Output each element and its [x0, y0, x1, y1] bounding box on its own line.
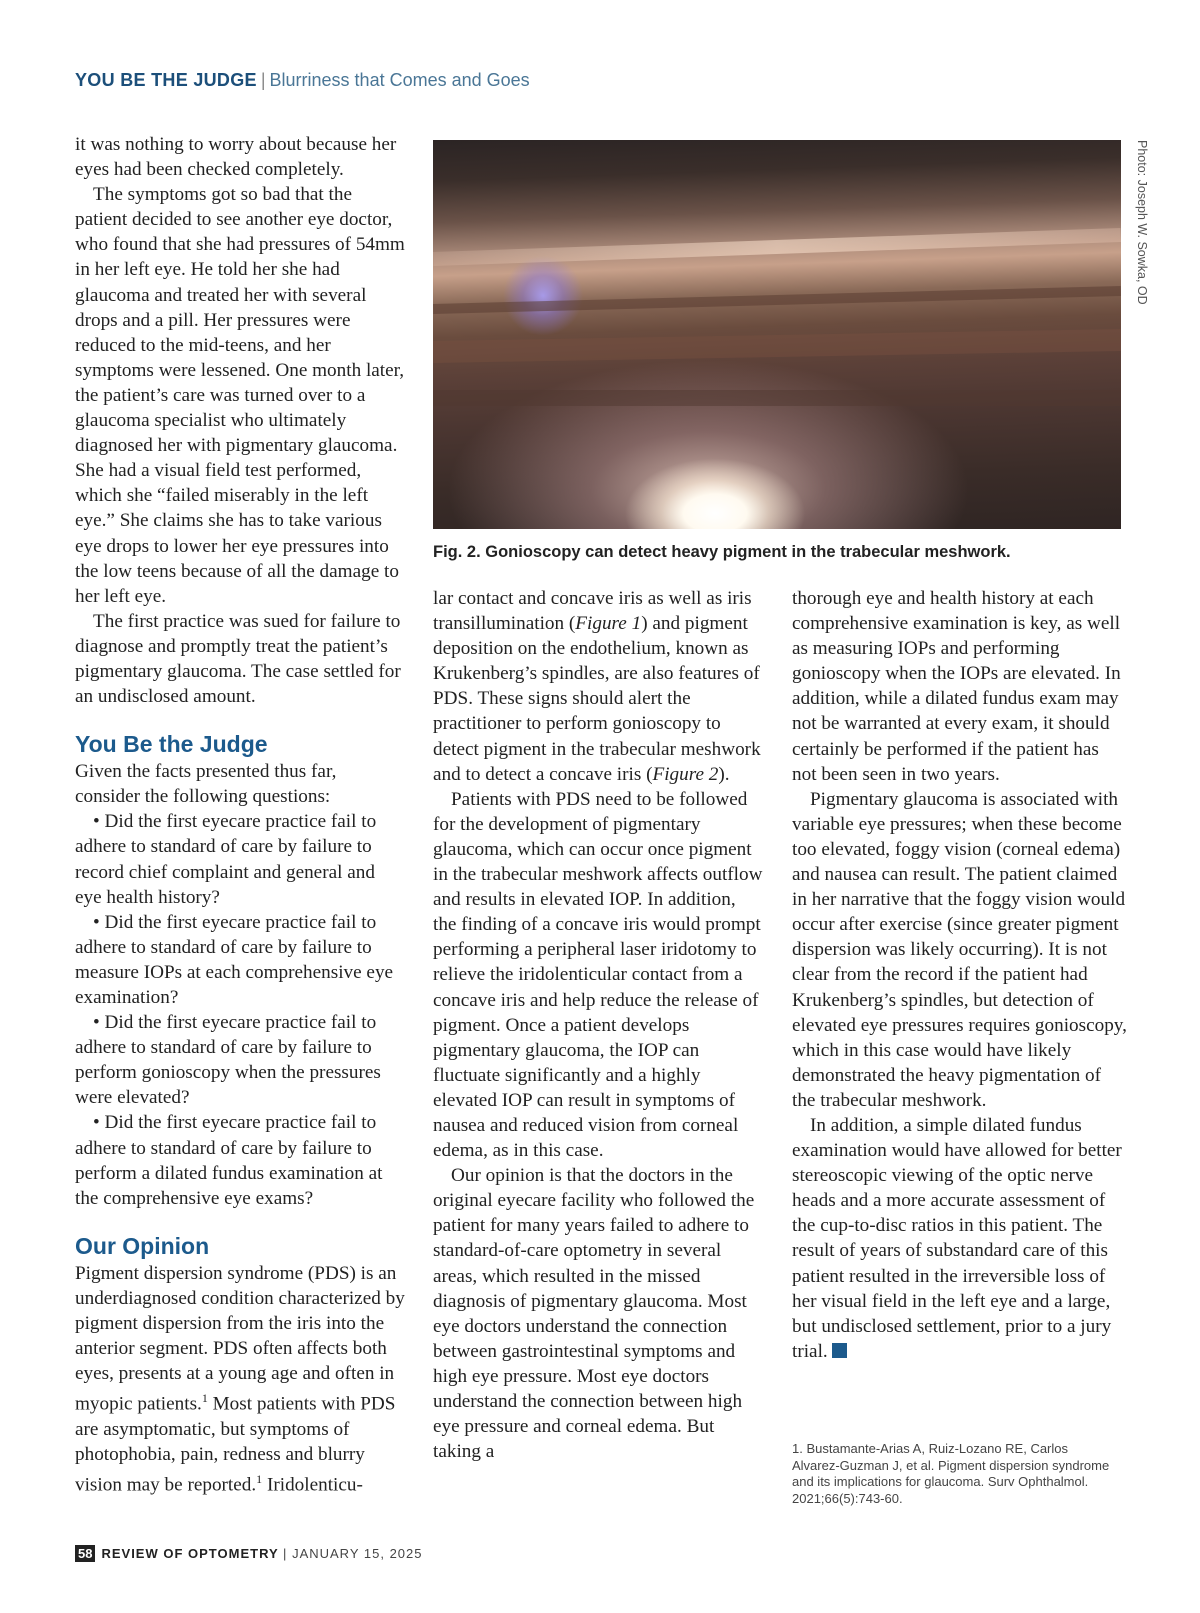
paragraph: Pigmentary glaucoma is associated with variable eye pressures; when these become too elevated, foggy vision (corneal edema) and nausea can result. The patient claimed in her narrative that the foggy vision would occur after exercise (since greater pigment dispersion was likely occurring). It is not clear from the record if the patient had Krukenberg’s spindles, but detection of elevated eye pressures requires gonioscopy, which in this case would have likely demonstrated the heavy pigmentation of the trabecular meshwork.	[792, 788, 1127, 1111]
question-item: • Did the first eyecare practice fail to adhere to standard of care by failure to measure IOPs at each comprehensive eye examination?	[75, 911, 394, 1008]
paragraph	[433, 586, 763, 787]
figure-caption: Fig. 2. Gonioscopy can detect heavy pigment in the trabecular meshwork.	[433, 543, 1011, 561]
text-run: In addition, a simple dilated fundus examination would have allowed for better stereoscopic viewing of the optic nerve heads and a more accurate assessment of the cup-to-disc ratios in this patient. The result of years of substandard care of this patient resulted in the irreversible loss of her visual field in the left eye and a large, but undisclosed settlement, prior to a jury trial.	[792, 1114, 1122, 1362]
text-run: Iridolenticu-	[262, 1474, 363, 1496]
question-item: • Did the first eyecare practice fail to adhere to standard of care by failure to perform gonioscopy when the pressures were elevated?	[75, 1012, 381, 1109]
text-run: lar contact and concave iris as well as iris transillumination (	[433, 588, 752, 635]
question-item: • Did the first eyecare practice fail to adhere to standard of care by failure to record chief complaint and general and eye health history?	[75, 811, 377, 908]
paragraph: Our opinion is that the doctors in the original eyecare facility who followed the patient for many years failed to adhere to standard-of-care optometry in several areas, which resulted in the missed diagnosis of pigmentary glaucoma. Most eye doctors understand the connection between gastrointestinal symptoms and high eye pressure. Most eye doctors understand the connection between high eye pressure and corneal edema. But taking a	[433, 1165, 755, 1463]
section-kicker: YOU BE THE JUDGE	[75, 70, 257, 90]
photo-band	[433, 390, 1121, 406]
footer-separator: |	[283, 1546, 288, 1561]
column-3	[792, 586, 1127, 1364]
photo-band	[433, 228, 1121, 266]
text-run: Most patients with PDS are asymptomatic, but symptoms of photophobia, pain, redness and blurry vision may be reported.	[75, 1393, 396, 1496]
issue-date: JANUARY 15, 2025	[292, 1546, 423, 1561]
reference-superscript: 1	[201, 1391, 208, 1406]
gonioscopy-photo	[433, 140, 1121, 529]
section-heading-our-opinion: Our Opinion	[75, 1232, 210, 1259]
paragraph: The symptoms got so bad that the patient decided to see another eye doctor, who found that she had pressures of 54mm in her left eye. He told her she had glaucoma and treated her with several drops and a pill. Her pressures were reduced to the mid-teens, and her symptoms were lessened. One month later, the patient’s care was turned over to a glaucoma specialist who ultimately diagnosed her with pigmentary glaucoma. She had a visual field test performed, which she “failed miserably in the left eye.” She claims she has to take various eye drops to lower her eye pressures into the low teens because of all the damage to her left eye.	[75, 184, 405, 607]
article-topic: Blurriness that Comes and Goes	[269, 70, 530, 90]
page-number: 58	[75, 1545, 95, 1562]
column-1	[75, 132, 405, 1497]
publication-name: REVIEW OF OPTOMETRY	[101, 1546, 279, 1561]
text-run: ) and pigment deposition on the endothelium, known as Krukenberg’s spindles, are also features of PDS. These signs should alert the practitioner to perform gonioscopy to detect pigment in the trabecular meshwork and to detect a concave iris (	[433, 613, 761, 785]
paragraph: The first practice was sued for failure to diagnose and promptly treat the patient’s pigmentary glaucoma. The case settled for an undisclosed amount.	[75, 610, 401, 708]
paragraph: it was nothing to worry about because her eyes had been checked completely.	[75, 134, 397, 181]
page-footer	[75, 1546, 423, 1561]
paragraph: Patients with PDS need to be followed for the development of pigmentary glaucoma, which can occur once pigment in the trabecular meshwork affects outflow and results in elevated IOP. In addition, the finding of a concave iris would prompt performing a peripheral laser iridotomy to relieve the iridolenticular contact from a concave iris and help reduce the release of pigment. Once a patient develops pigmentary glaucoma, the IOP can fluctuate significantly and a highly elevated IOP can result in symptoms of nausea and reduced vision from corneal edema, as in this case.	[433, 788, 763, 1162]
header-separator: |	[260, 70, 266, 90]
reference-superscript: 1	[256, 1471, 263, 1486]
end-mark-icon	[832, 1343, 847, 1358]
text-run: ).	[718, 763, 730, 785]
column-2	[433, 586, 763, 1464]
paragraph	[75, 1261, 405, 1498]
reference-note: 1. Bustamante-Arias A, Ruiz-Lozano RE, Carlos Alvarez-Guzman J, et al. Pigment dispersion syndrome and its implications for glaucoma. Surv Ophthalmol. 2021;66(5):743-60.	[792, 1441, 1110, 1506]
section-heading-you-be-the-judge: You Be the Judge	[75, 731, 268, 758]
paragraph: thorough eye and health history at each comprehensive examination is key, as well as measuring IOPs and performing gonioscopy when the IOPs are elevated. In addition, while a dilated fundus exam may not be warranted at every exam, it should certainly be performed if the patient has not been seen in two years.	[792, 588, 1121, 785]
photo-band	[433, 286, 1121, 314]
figure-reference: Figure 2	[652, 763, 719, 785]
photo-band	[433, 329, 1121, 363]
question-item: • Did the first eyecare practice fail to adhere to standard of care by failure to perform a dilated fundus examination at the comprehensive eye exams?	[75, 1112, 383, 1209]
photo-credit: Photo: Joseph W. Sowka, OD	[1135, 140, 1149, 305]
text-run: Pigment dispersion syndrome (PDS) is an underdiagnosed condition characterized by pigment dispersion from the iris into the anterior segment. PDS often affects both eyes, presents at a young age and often in myopic patients.	[75, 1262, 405, 1415]
paragraph: Given the facts presented thus far, consider the following questions:	[75, 761, 337, 808]
paragraph	[792, 1113, 1127, 1364]
running-head	[75, 70, 530, 91]
figure-reference: Figure 1	[575, 613, 642, 635]
